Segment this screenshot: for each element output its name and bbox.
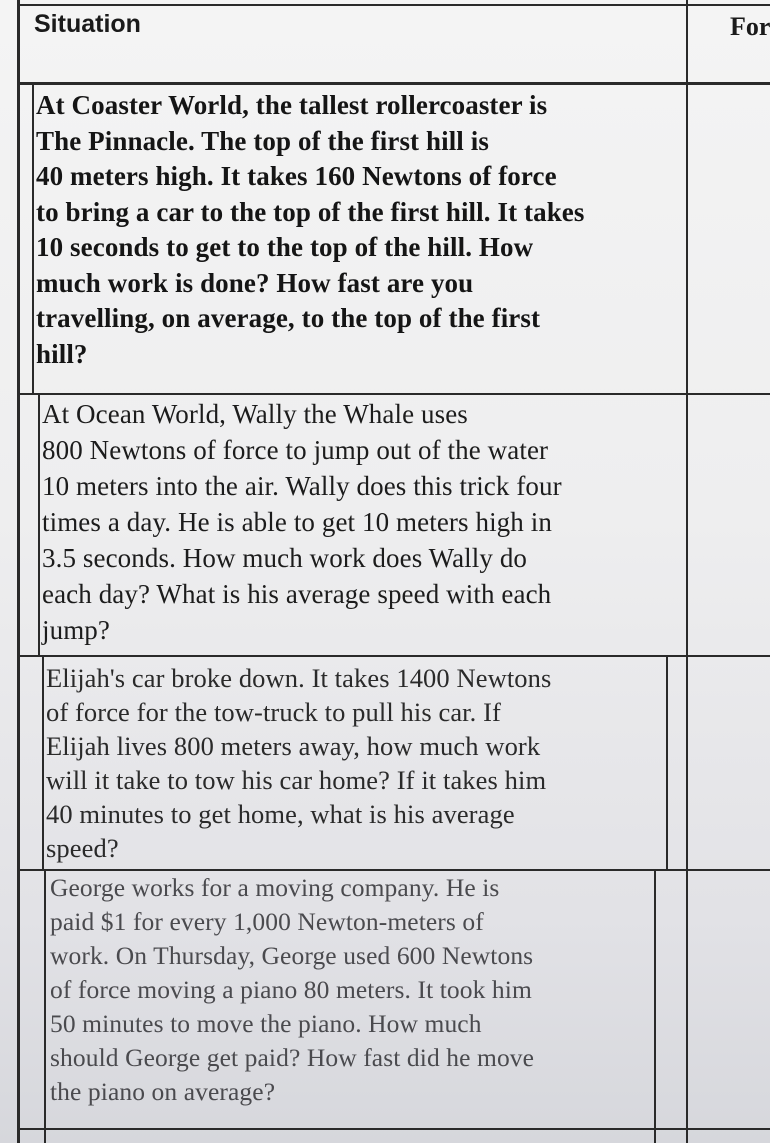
row-inner-border — [38, 394, 40, 656]
text-line: 10 seconds to get to the top of the hill. How — [36, 232, 534, 262]
row-inner-border — [42, 656, 44, 870]
text-line: 3.5 seconds. How much work does Wally do — [42, 543, 528, 573]
text-line: of force moving a piano 80 meters. It took him — [50, 975, 532, 1004]
text-line: should George get paid? How fast did he move — [50, 1043, 535, 1072]
situation-header: Situation — [34, 10, 141, 38]
row-inner-border — [44, 870, 46, 1143]
situation-cell-whale — [42, 396, 562, 648]
text-line: 800 Newtons of force to jump out of the water — [42, 435, 549, 465]
formula-header: For — [730, 12, 770, 41]
text-line: 10 meters into the air. Wally does this trick four — [42, 471, 562, 501]
text-line: will it take to tow his car home? If it takes him — [46, 765, 547, 795]
table-left-border — [17, 0, 20, 1143]
situation-cell-piano — [50, 871, 534, 1109]
text-line: George works for a moving company. He is — [50, 873, 500, 902]
text-line: jump? — [42, 615, 110, 645]
text-line: Elijah's car broke down. It takes 1400 Newtons — [46, 663, 552, 693]
text-line: paid $1 for every 1,000 Newton-meters of — [50, 907, 484, 936]
text-line: times a day. He is able to get 10 meters high in — [42, 507, 552, 537]
text-line: 40 minutes to get home, what is his average — [46, 799, 515, 829]
text-line: travelling, on average, to the top of the first — [36, 303, 541, 333]
text-line: of force for the tow-truck to pull his car. If — [46, 697, 501, 727]
text-line: speed? — [46, 833, 119, 863]
column-divider — [686, 0, 688, 1143]
row-inner-border — [32, 84, 34, 394]
header-bottom-border — [17, 82, 770, 85]
text-line: At Coaster World, the tallest rollercoaster is — [36, 90, 548, 120]
text-line: 40 meters high. It takes 160 Newtons of force — [36, 161, 557, 191]
text-line: Elijah lives 800 meters away, how much work — [46, 731, 541, 761]
row-divider — [17, 393, 770, 395]
situation-cell-tow-truck — [46, 661, 551, 865]
table-bottom-border — [17, 1128, 770, 1130]
row-inner-border — [666, 656, 668, 870]
table-top-border — [17, 4, 770, 6]
text-line: hill? — [36, 338, 88, 369]
text-line: work. On Thursday, George used 600 Newtons — [50, 941, 534, 970]
text-line: much work is done? How fast are you — [36, 267, 474, 298]
text-line: 50 minutes to move the piano. How much — [50, 1009, 482, 1038]
text-line: the piano on average? — [50, 1077, 276, 1106]
row-divider — [17, 655, 770, 657]
situation-cell-coaster — [36, 88, 585, 372]
text-line: to bring a car to the top of the first hill. It takes — [36, 196, 585, 227]
text-line: At Ocean World, Wally the Whale uses — [42, 399, 468, 429]
row-inner-border — [654, 870, 656, 1143]
text-line: each day? What is his average speed with each — [42, 579, 552, 609]
text-line: The Pinnacle. The top of the first hill is — [36, 125, 489, 156]
